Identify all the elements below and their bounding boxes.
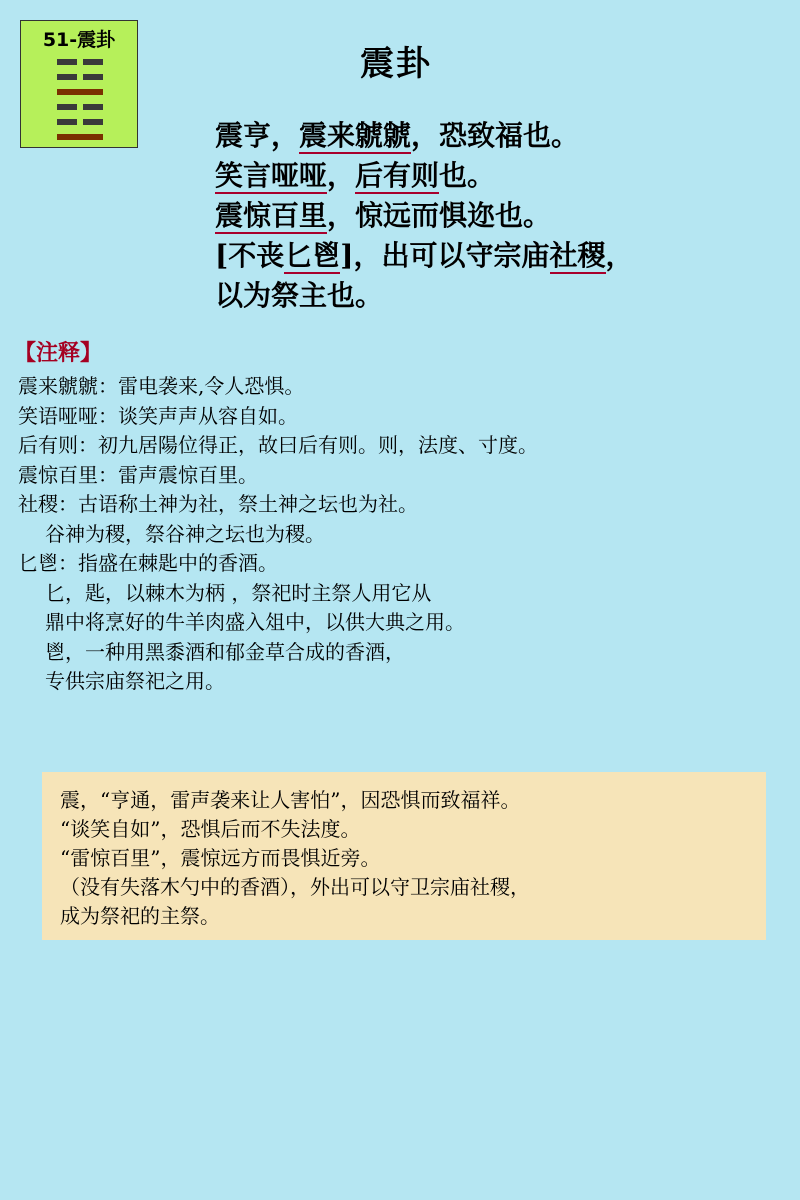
note-line: 专供宗庙祭祀之用。 <box>45 669 225 693</box>
note-line: 笑语哑哑：谈笑声声从容自如。 <box>18 403 298 428</box>
translation-line: “谈笑自如”，恐惧后而不失法度。 <box>60 817 361 841</box>
note-line: 匕，匙，以棘木为柄 ，祭祀时主祭人用它从 <box>45 580 432 605</box>
verse-segment: 震亨， <box>215 119 300 152</box>
hexagram-line-yin <box>57 119 103 125</box>
verse-segment: ， <box>327 159 356 192</box>
verse-term-underlined: 匕鬯 <box>284 239 341 272</box>
translation-line: （没有失落木勺中的香酒），外出可以守卫宗庙社稷， <box>60 875 530 899</box>
notes-section <box>18 372 538 697</box>
verse-term-underlined: 震来虩虩 <box>299 119 412 152</box>
hexagram-line-yang <box>57 89 103 95</box>
note-line: 鬯，一种用黑黍酒和郁金草合成的香酒， <box>45 639 405 664</box>
verse-line <box>215 236 634 276</box>
hexagram-line-yang <box>57 134 103 140</box>
verse-segment: ]，出可以守宗庙 <box>340 239 550 272</box>
hexagram-line-yin <box>57 104 103 110</box>
verse-segment: ，惊远而惧迩也。 <box>327 199 552 232</box>
verse-line <box>215 196 634 236</box>
note-line: 匕鬯：指盛在棘匙中的香酒。 <box>18 551 278 575</box>
verse-segment: ，恐致福也。 <box>411 119 580 152</box>
hexagram-line-yin <box>57 59 103 65</box>
verse-text <box>215 116 634 316</box>
note-line: 震惊百里：雷声震惊百里。 <box>18 462 258 487</box>
note-line: 震来虩虩：雷电袭来,令人恐惧。 <box>18 374 305 398</box>
hexagram-symbol <box>57 59 103 149</box>
verse-term-underlined: 笑言哑哑 <box>215 159 328 192</box>
verse-line <box>215 156 634 196</box>
note-line: 鼎中将烹好的牛羊肉盛入俎中，以供大典之用。 <box>45 610 465 634</box>
verse-term-underlined: 震惊百里 <box>215 199 328 232</box>
verse-term-underlined: 后有则 <box>355 159 440 192</box>
note-line: 社稷：古语称土神为社，祭土神之坛也为社。 <box>18 492 418 516</box>
hexagram-line-yin <box>57 74 103 80</box>
verse-segment: ， <box>605 239 634 272</box>
translation-line: 成为祭祀的主祭。 <box>60 904 220 928</box>
page-title: 震卦 <box>360 44 432 84</box>
note-line: 后有则：初九居陽位得正，故曰后有则。则，法度、寸度。 <box>18 433 538 457</box>
translation-line: 震，“亨通，雷声袭来让人害怕”，因恐惧而致福祥。 <box>60 788 521 812</box>
translation-box <box>42 772 766 940</box>
note-line: 谷神为稷，祭谷神之坛也为稷。 <box>45 521 325 546</box>
verse-line <box>215 116 634 156</box>
hexagram-label: 51-震卦 <box>42 29 116 51</box>
verse-line: 以为祭主也。 <box>215 279 384 312</box>
notes-heading: 【注释】 <box>14 341 103 366</box>
verse-segment: [不丧 <box>215 239 285 272</box>
verse-segment: 也。 <box>439 159 496 192</box>
hexagram-badge <box>20 20 138 148</box>
verse-term-underlined: 社稷 <box>549 239 606 272</box>
translation-line: “雷惊百里”，震惊远方而畏惧近旁。 <box>60 846 381 870</box>
